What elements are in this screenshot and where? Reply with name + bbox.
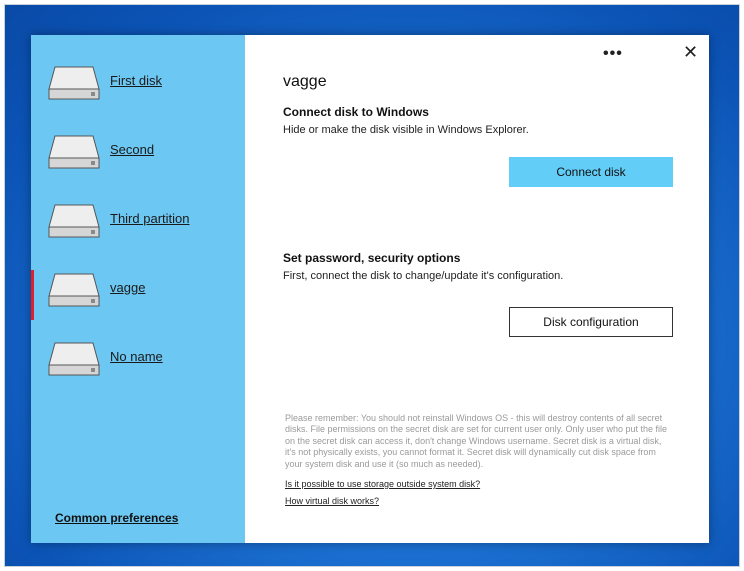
desktop-background — [4, 4, 740, 567]
hard-disk-icon — [47, 199, 101, 239]
active-marker — [31, 63, 34, 113]
close-icon[interactable]: ✕ — [683, 42, 699, 62]
connect-disk-button[interactable]: Connect disk — [509, 157, 673, 187]
hard-disk-icon — [47, 337, 101, 377]
active-marker — [31, 339, 34, 389]
sidebar-item-second[interactable] — [31, 130, 245, 180]
disk-label[interactable]: First disk — [110, 73, 162, 88]
sidebar-item-vagge[interactable] — [31, 268, 245, 318]
disk-label[interactable]: No name — [110, 349, 163, 364]
hard-disk-icon — [47, 130, 101, 170]
storage-outside-link[interactable]: Is it possible to use storage outside system disk? — [285, 479, 481, 489]
active-marker — [31, 270, 34, 320]
sidebar-item-first-disk[interactable] — [31, 61, 245, 111]
disk-label[interactable]: Second — [110, 142, 155, 157]
disk-configuration-button[interactable]: Disk configuration — [509, 307, 673, 337]
sidebar — [31, 35, 245, 543]
notice-text: Please remember: You should not reinstall Windows OS - this will destroy contents of all secret disks. File permissions on the secret disk are set for current user only. Only user who put the file on the secret disk can access it, don't change Windows username. Secret disk is a virtual disk, it's not physically exists, you cannot format it. Secret disk will dynamically cut disk space from your system disk and use it (so much as needed). — [285, 413, 667, 469]
connect-section-heading: Connect disk to Windows — [283, 105, 429, 119]
connect-section-description: Hide or make the disk visible in Windows Explorer. — [283, 124, 529, 136]
more-options-icon[interactable]: ••• — [603, 45, 623, 62]
sidebar-item-no-name[interactable] — [31, 337, 245, 387]
how-virtual-disk-works-link[interactable]: How virtual disk works? — [285, 496, 380, 506]
security-section-heading: Set password, security options — [283, 251, 461, 265]
app-window — [31, 35, 709, 543]
disk-label[interactable]: vagge — [110, 280, 146, 295]
active-marker — [31, 201, 34, 251]
hard-disk-icon — [47, 268, 101, 308]
disk-label[interactable]: Third partition — [110, 211, 190, 226]
sidebar-item-third-partition[interactable] — [31, 199, 245, 249]
common-preferences-link[interactable]: Common preferences — [55, 511, 179, 525]
active-marker — [31, 132, 34, 182]
page-title: vagge — [283, 73, 327, 90]
hard-disk-icon — [47, 61, 101, 101]
security-section-description: First, connect the disk to change/update it's configuration. — [283, 270, 564, 282]
main-panel — [245, 35, 709, 543]
